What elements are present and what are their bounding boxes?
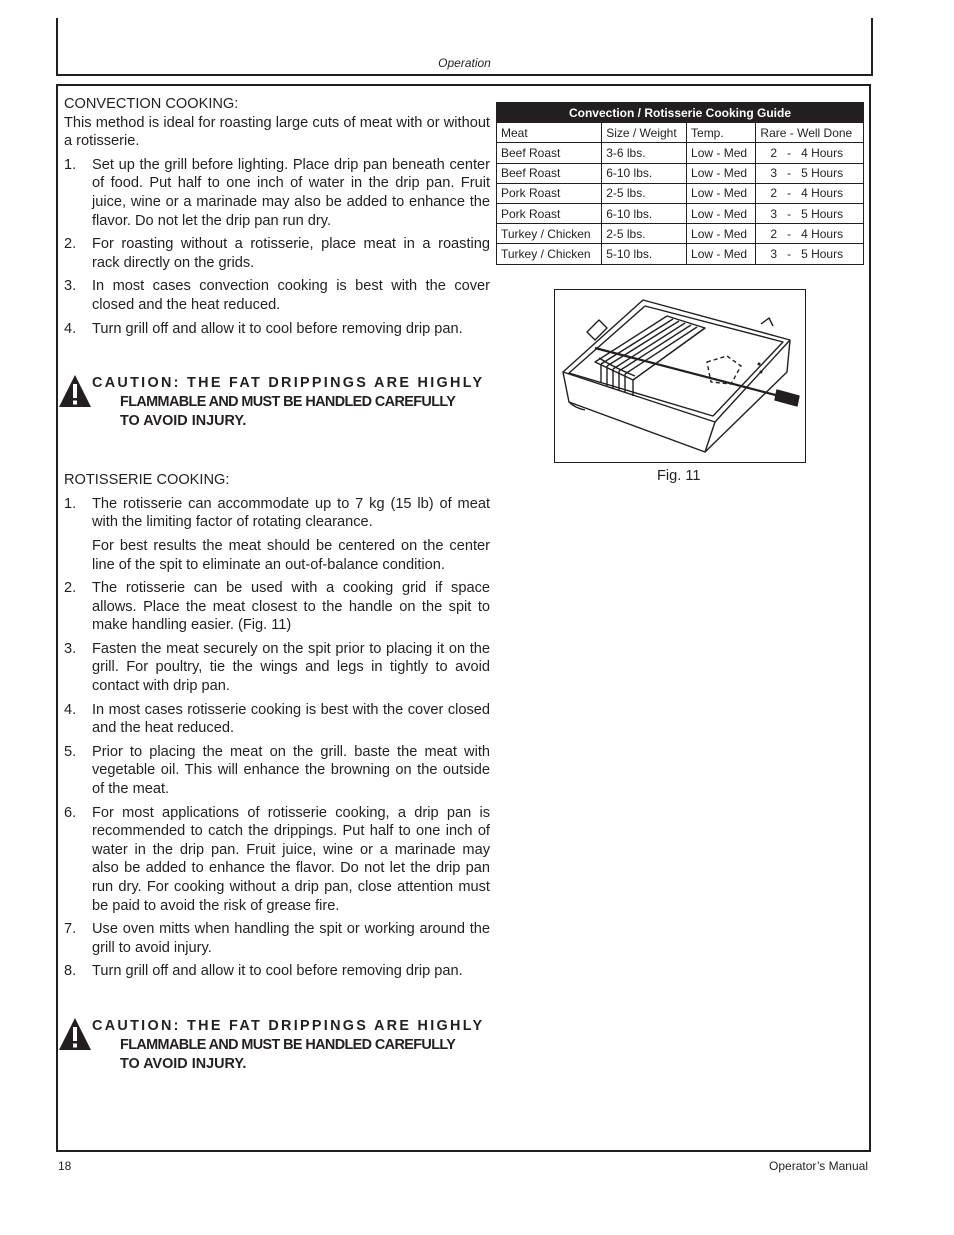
table-cell: 2-5 lbs. bbox=[602, 183, 687, 203]
page-number: 18 bbox=[58, 1159, 72, 1173]
caution-notice: CAUTION: THE FAT DRIPPINGS ARE HIGHLY FLAMMABLE AND MUST BE HANDLED CAREFULLY TO AVOID INJURY. bbox=[64, 374, 490, 431]
list-item: 3. In most cases convection cooking is best with the cover closed and the heat reduced. bbox=[64, 278, 490, 313]
table-cell: Low - Med bbox=[687, 244, 756, 264]
table-cell: Pork Roast bbox=[497, 183, 602, 203]
table-row bbox=[497, 183, 864, 203]
table-row bbox=[497, 224, 864, 244]
column-header: Size / Weight bbox=[602, 123, 687, 143]
table-row bbox=[497, 163, 864, 183]
column-header: Meat bbox=[497, 123, 602, 143]
rotisserie-title: ROTISSERIE COOKING: bbox=[64, 472, 230, 489]
table-cell: Low - Med bbox=[687, 203, 756, 223]
warning-icon bbox=[58, 1017, 92, 1051]
table-cell: 2 - 4 Hours bbox=[756, 224, 864, 244]
column-header: Temp. bbox=[687, 123, 756, 143]
list-item: 3. Fasten the meat securely on the spit prior to placing it on the grill. For poultry, tie the wings and legs in tightly to avoid contact with drip pan. bbox=[64, 640, 490, 695]
list-item: 1. The rotisserie can accommodate up to 7 kg (15 lb) of meat with the limiting factor of rotating clearance. bbox=[64, 495, 490, 531]
rotisserie-steps bbox=[64, 495, 490, 981]
list-item: 2. The rotisserie can be used with a cooking grid if space allows. Place the meat closest to the handle on the spit to make handling easier. (Fig. 11) bbox=[64, 580, 490, 634]
step-note: For best results the meat should be centered on the center line of the spit to eliminate an out-of-balance condition. bbox=[92, 537, 490, 573]
table-cell: Beef Roast bbox=[497, 163, 602, 183]
table-cell: 6-10 lbs. bbox=[602, 203, 687, 223]
table-title: Convection / Rotisserie Cooking Guide bbox=[497, 103, 864, 123]
table-cell: 3-6 lbs. bbox=[602, 143, 687, 163]
table-row bbox=[497, 244, 864, 264]
figure-caption: Fig. 11 bbox=[657, 468, 701, 484]
warning-icon bbox=[58, 374, 92, 408]
convection-steps bbox=[64, 156, 490, 338]
list-item: 7. Use oven mitts when handling the spit or working around the grill to avoid injury. bbox=[64, 921, 490, 956]
list-item: 2. For roasting without a rotisserie, place meat in a roasting rack directly on the grids. bbox=[64, 236, 490, 271]
caution-notice: CAUTION: THE FAT DRIPPINGS ARE HIGHLY FLAMMABLE AND MUST BE HANDLED CAREFULLY TO AVOID INJURY. bbox=[64, 1017, 490, 1074]
list-item: 1. Set up the grill before lighting. Place drip pan beneath center of food. Put half to one inch of water in the drip pan. Fruit juice, wine or a marinade may also be added to enhance the flavor. Do not let the drip pan run dry. bbox=[64, 156, 490, 229]
grill-drawing bbox=[555, 290, 805, 462]
table-cell: 3 - 5 Hours bbox=[756, 244, 864, 264]
list-item: 5. Prior to placing the meat on the grill. baste the meat with vegetable oil. This will enhance the browning on the outside of the meat. bbox=[64, 743, 490, 798]
table-cell: Turkey / Chicken bbox=[497, 244, 602, 264]
table-cell: Turkey / Chicken bbox=[497, 224, 602, 244]
table-cell: 3 - 5 Hours bbox=[756, 203, 864, 223]
list-item: 6. For most applications of rotisserie cooking, a drip pan is recommended to catch the drippings. Put half to one inch of water in the drip pan. Fruit juice, wine or a marinade may also be added to enhance the flavor. Do not let the drip pan run dry. For cooking without a drip pan, close attention must be paid to avoid the risk of grease fire. bbox=[64, 804, 490, 914]
table-header-row bbox=[497, 123, 864, 143]
header-title: Operation bbox=[438, 56, 491, 70]
table-cell: 6-10 lbs. bbox=[602, 163, 687, 183]
table-cell: 2 - 4 Hours bbox=[756, 183, 864, 203]
table-cell: Beef Roast bbox=[497, 143, 602, 163]
table-cell: 2 - 4 Hours bbox=[756, 143, 864, 163]
table-cell: 3 - 5 Hours bbox=[756, 163, 864, 183]
list-item: 4. Turn grill off and allow it to cool before removing drip pan. bbox=[64, 320, 463, 337]
table-cell: 2-5 lbs. bbox=[602, 224, 687, 244]
column-header: Rare - Well Done bbox=[756, 123, 864, 143]
table-cell: Low - Med bbox=[687, 143, 756, 163]
convection-intro: This method is ideal for roasting large cuts of meat with or without a rotisserie. bbox=[64, 114, 490, 150]
table-cell: Low - Med bbox=[687, 163, 756, 183]
list-item: 8. Turn grill off and allow it to cool before removing drip pan. bbox=[64, 963, 463, 980]
grill-rotisserie-illustration bbox=[554, 289, 806, 463]
list-item: 4. In most cases rotisserie cooking is best with the cover closed and the heat reduced. bbox=[64, 701, 490, 737]
table-row bbox=[497, 143, 864, 163]
table-cell: Low - Med bbox=[687, 183, 756, 203]
table-cell: 5-10 lbs. bbox=[602, 244, 687, 264]
footer-manual-title: Operator’s Manual bbox=[769, 1159, 868, 1173]
table-cell: Pork Roast bbox=[497, 203, 602, 223]
convection-title: CONVECTION COOKING: bbox=[64, 96, 239, 112]
table-cell: Low - Med bbox=[687, 224, 756, 244]
left-column bbox=[64, 95, 490, 1114]
page-header bbox=[56, 18, 873, 76]
cooking-guide-table bbox=[496, 102, 864, 265]
table-row bbox=[497, 203, 864, 223]
